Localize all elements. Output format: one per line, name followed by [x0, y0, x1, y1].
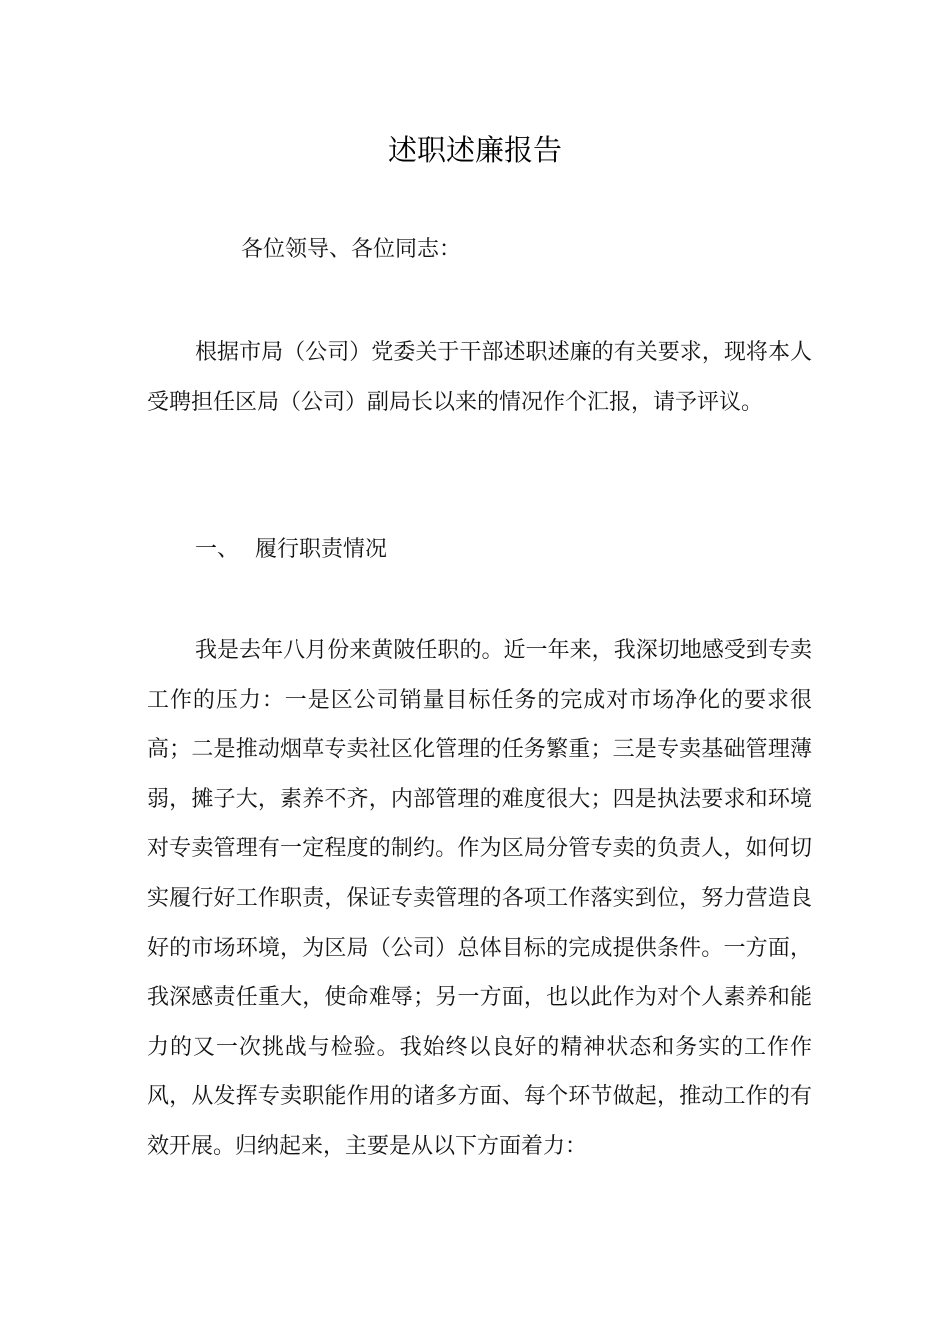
- section-heading: [195, 530, 387, 570]
- body-paragraph: 我是去年八月份来黄陂任职的。近一年来，我深切地感受到专卖工作的压力：一是区公司销量目标任务的完成对市场净化的要求很高；二是推动烟草专卖社区化管理的任务繁重；三是专卖基础管理薄弱，摊子大，素养不齐，内部管理的难度很大；四是执法要求和环境对专卖管理有一定程度的制约。作为区局分管专卖的负责人，如何切实履行好工作职责，保证专卖管理的各项工作落实到位，努力营造良好的市场环境，为区局（公司）总体目标的完成提供条件。一方面，我深感责任重大，使命难辱；另一方面，也以此作为对个人素养和能力的又一次挑战与检验。我始终以良好的精神状态和务实的工作作风，从发挥专卖职能作用的诸多方面、每个环节做起，推动工作的有效开展。归纳起来，主要是从以下方面着力：: [147, 638, 812, 1159]
- section-number: 一、: [195, 537, 240, 562]
- section-heading-text: 履行职责情况: [255, 537, 388, 562]
- document-title: 述职述廉报告: [387, 133, 562, 167]
- intro-paragraph: 根据市局（公司）党委关于干部述职述廉的有关要求，现将本人受聘担任区局（公司）副局长以来的情况作个汇报，请予评议。: [147, 340, 812, 415]
- salutation: 各位领导、各位同志：: [241, 237, 462, 262]
